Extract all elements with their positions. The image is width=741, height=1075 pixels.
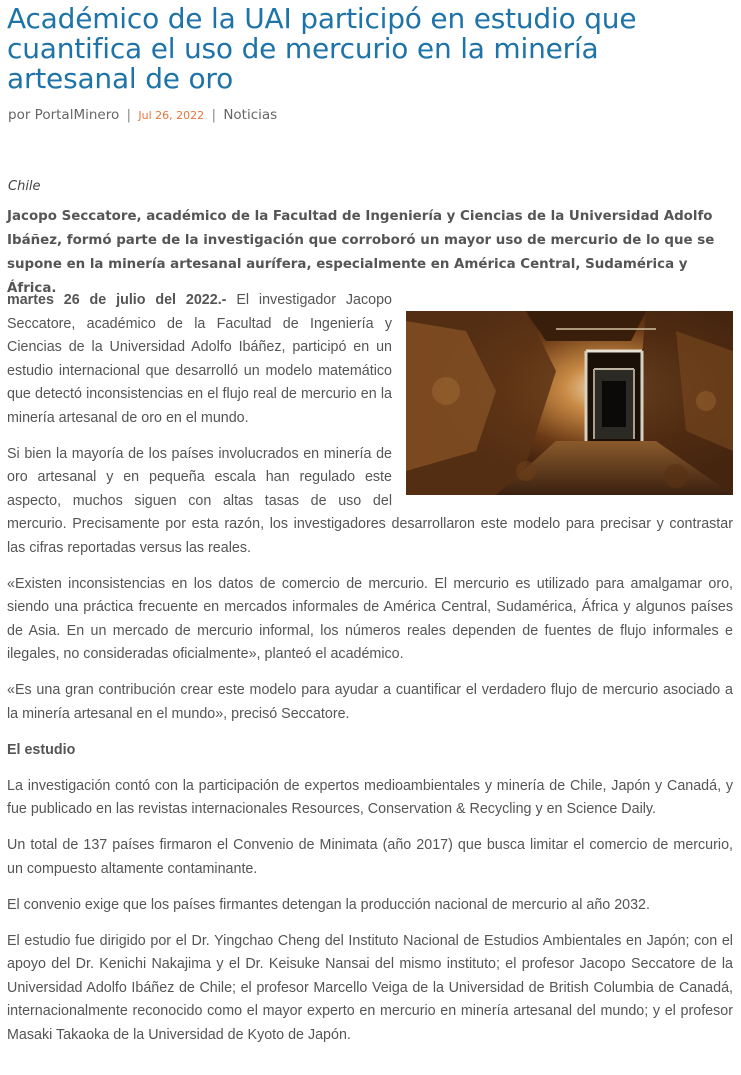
section-heading: El estudio: [7, 741, 76, 758]
meta-separator: |: [211, 107, 217, 123]
publish-date: Jul 26, 2022: [138, 109, 205, 122]
article-location: Chile: [8, 179, 41, 194]
article-body: [7, 289, 733, 1060]
body-paragraph: El estudio fue dirigido por el Dr. Yingchao Cheng del Instituto Nacional de Estudios Ambientales en Japón; con el apoyo del Dr. Kenichi Nakajima y el Dr. Keisuke Nansai del mismo instituto; el profesor Jacopo Seccatore de la Universidad Adolfo Ibáñez de Chile; el profesor Marcello Veiga de la Universidad de British Columbia de Canadá, internacionalmente reconocido como el mayor experto en mercurio en minería artesanal del mundo; y el profesor Masaki Takaoka de la Universidad de Kyoto de Japón.: [7, 932, 733, 1043]
category-link[interactable]: Noticias: [223, 107, 278, 123]
author-link[interactable]: por PortalMinero: [8, 107, 120, 123]
body-paragraph: La investigación contó con la participación de expertos medioambientales y minería de Chile, Japón y Canadá, y fue publicado en las revistas internacionales Resources, Conservation & Recycling y en Science Daily.: [7, 777, 733, 817]
meta-separator: |: [126, 107, 132, 123]
body-paragraph: Un total de 137 países firmaron el Convenio de Minimata (año 2017) que busca limitar el comercio de mercurio, un compuesto altamente contaminante.: [7, 837, 733, 877]
article-meta: [8, 107, 277, 123]
mine-tunnel-photo: [406, 311, 733, 495]
body-paragraph: Si bien la mayoría de los países involucrados en minería de oro artesanal y en pequeña escala han regulado este aspecto, muchos siguen con altas tasas de uso del mercurio. Precisamente por esta razón, los investigadores desarrollaron este modelo para precisar y contrastar las cifras reportadas versus las reales.: [7, 445, 733, 556]
paragraph-text: El investigador Jacopo Seccatore, académico de la Facultad de Ingeniería y Ciencias de la Universidad Adolfo Ibáñez, participó en un estudio internacional que desarrolló un modelo matemático que detectó inconsistencias en el flujo real de mercurio en la minería artesanal de oro en el mundo.: [7, 292, 392, 426]
article-lead: Jacopo Seccatore, académico de la Facultad de Ingeniería y Ciencias de la Universidad Adolfo Ibáñez, formó parte de la investigación que corroboró un mayor uso de mercurio de lo que se supone en la minería artesanal aurífera, especialmente en América Central, Sudamérica y África.: [7, 209, 715, 296]
body-paragraph: «Es una gran contribución crear este modelo para ayudar a cuantificar el verdadero flujo de mercurio asociado a la minería artesanal en el mundo», precisó Seccatore.: [7, 682, 733, 722]
article-title: Académico de la UAI participó en estudio que cuantifica el uso de mercurio en la minería artesanal de oro: [7, 2, 637, 95]
body-paragraph: «Existen inconsistencias en los datos de comercio de mercurio. El mercurio es utilizado para amalgamar oro, siendo una práctica frecuente en mercados informales de América Central, Sudamérica, África y algunos países de Asia. En un mercado de mercurio informal, los números reales dependen de fuentes de flujo informales e ilegales, no consideradas oficialmente», planteó el académico.: [7, 575, 733, 662]
body-paragraph: El convenio exige que los países firmantes detengan la producción nacional de mercurio al año 2032.: [7, 896, 650, 913]
dateline: martes 26 de julio del 2022.-: [7, 292, 227, 308]
